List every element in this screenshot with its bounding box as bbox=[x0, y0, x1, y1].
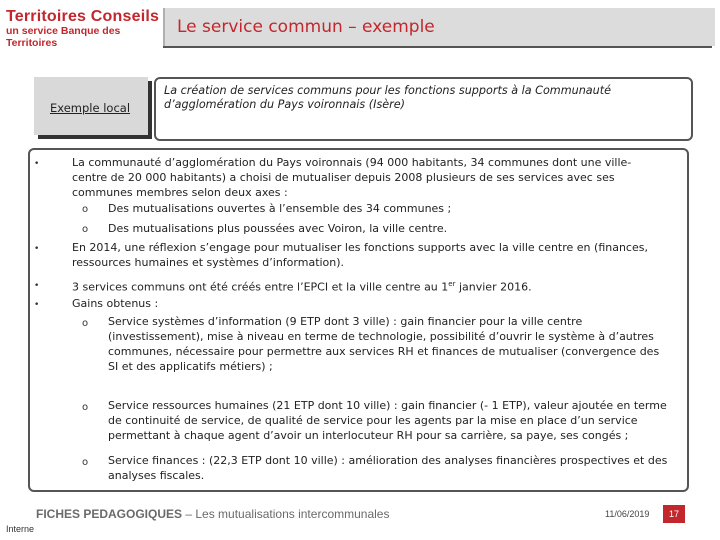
gain-1-line-3: communes, nécessaire pour permettre aux services RH et finances de mutualiser (convergence des bbox=[108, 345, 660, 358]
bullet-marker: • bbox=[34, 244, 40, 254]
sub-marker: o bbox=[82, 457, 89, 468]
sub-marker: o bbox=[82, 402, 89, 413]
sub-marker: o bbox=[82, 224, 89, 235]
bullet-3-sup: er bbox=[448, 280, 456, 288]
gain-2-line-3: permettant à chaque agent d’avoir un interlocuteur RH pour sa carrière, sa paye, ses congés ; bbox=[108, 429, 629, 442]
title-underline bbox=[163, 46, 712, 48]
gain-3-line-1: Service finances : (22,3 ETP dont 10 ville) : amélioration des analyses financières prospectives et des bbox=[108, 454, 668, 467]
sub-marker: o bbox=[82, 204, 89, 215]
bullet-marker: • bbox=[34, 281, 40, 291]
footer-title bbox=[36, 507, 389, 521]
bullet-2-line-2: ressources humaines et systèmes d’information). bbox=[72, 256, 345, 269]
bullet-3 bbox=[72, 277, 532, 295]
sub-item-2: Des mutualisations plus poussées avec Voiron, la ville centre. bbox=[108, 222, 448, 235]
intro-line-1: La création de services communs pour les fonctions supports à la Communauté bbox=[164, 84, 612, 97]
gain-1-line-2: (investissement), mise à niveau en terme de technologie, possibilité d’ouvrir le système à d’autres bbox=[108, 330, 654, 343]
bullet-marker: • bbox=[34, 300, 40, 310]
bullet-4: Gains obtenus : bbox=[72, 297, 159, 310]
classification-label: Interne bbox=[6, 524, 35, 534]
footer-date: 11/06/2019 bbox=[605, 509, 650, 519]
bullet-3-text: 3 services communs ont été créés entre l’EPCI et la ville centre au 1 bbox=[72, 280, 449, 294]
example-local-box bbox=[34, 77, 148, 135]
title-bar bbox=[163, 8, 715, 46]
sub-marker: o bbox=[82, 318, 89, 329]
page-title: Le service commun – exemple bbox=[177, 17, 435, 37]
gain-3-line-2: analyses fiscales. bbox=[108, 469, 205, 482]
intro-line-2: d’agglomération du Pays voironnais (Isère) bbox=[164, 98, 406, 111]
footer-title-rest: – Les mutualisations intercommunales bbox=[182, 507, 390, 521]
gain-2-line-2: de continuité de service, de qualité de service pour les agents par la mise en place d’un service bbox=[108, 414, 638, 427]
logo-subtitle: un service Banque des Territoires bbox=[6, 25, 121, 49]
gain-1-line-4: SI et des applicatifs métiers) ; bbox=[108, 360, 273, 373]
page-number: 17 bbox=[663, 505, 685, 523]
sub-item-1: Des mutualisations ouvertes à l’ensemble des 34 communes ; bbox=[108, 202, 452, 215]
bullet-1-line-2: centre de 20 000 habitants) a choisi de mutualiser depuis 2008 plusieurs de ses services avec ses bbox=[72, 171, 615, 184]
bullet-1-line-3: communes membres selon deux axes : bbox=[72, 186, 288, 199]
gain-1-line-1: Service systèmes d’information (9 ETP dont 3 ville) : gain financier pour la ville centre bbox=[108, 315, 583, 328]
bullet-3-end: janvier 2016. bbox=[455, 280, 532, 294]
logo-title: Territoires Conseils bbox=[6, 8, 160, 25]
gain-2-line-1: Service ressources humaines (21 ETP dont 10 ville) : gain financier (- 1 ETP), valeur ajoutée en terme bbox=[108, 399, 667, 412]
bullet-2-line-1: En 2014, une réflexion s’engage pour mutualiser les fonctions supports avec la ville centre en (finances, bbox=[72, 241, 648, 254]
bullet-1-line-1: La communauté d’agglomération du Pays voironnais (94 000 habitants, 34 communes dont une ville- bbox=[72, 156, 632, 169]
bullet-marker: • bbox=[34, 159, 40, 169]
example-local-label: Exemple local bbox=[50, 101, 131, 115]
footer-title-bold: FICHES PEDAGOGIQUES bbox=[36, 507, 183, 521]
intro-box bbox=[154, 77, 693, 141]
intro-text bbox=[164, 84, 684, 112]
content-box bbox=[28, 148, 689, 492]
brand-logo bbox=[6, 8, 166, 49]
